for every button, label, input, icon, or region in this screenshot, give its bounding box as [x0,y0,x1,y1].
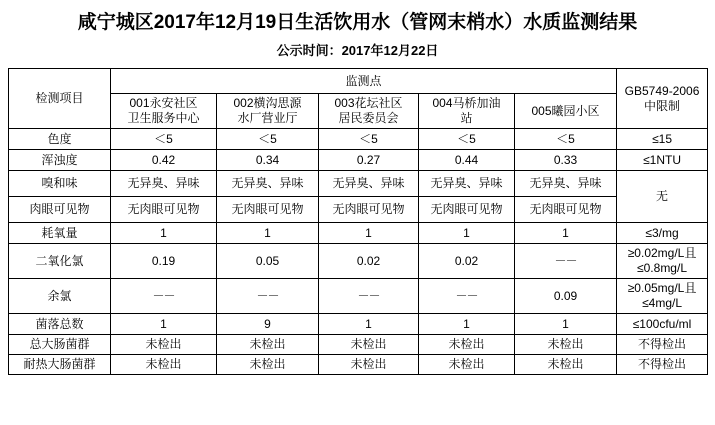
site-001-line1: 001永安社区 [129,96,198,110]
clo2-standard-line1: ≥0.02mg/L且 [627,246,697,260]
cell-oxygen-003: 1 [319,223,419,244]
cell-colony-004: 1 [419,314,515,335]
table-row-oxygen-consumption [9,223,708,244]
site-column-002 [217,94,319,129]
cell-odor-003: 无异臭、异味 [319,171,419,197]
row-label-total-coliform: 总大肠菌群 [9,335,111,355]
cell-color-standard: ≤15 [617,129,708,150]
site-003-line2: 居民委员会 [338,111,399,125]
cell-thermo-coliform-002: 未检出 [217,355,319,375]
cell-residual-001: －－ [111,279,217,314]
cell-clo2-005: －－ [515,244,617,279]
cell-color-004: ＜5 [419,129,515,150]
cell-odor-004: 无异臭、异味 [419,171,515,197]
cell-oxygen-001: 1 [111,223,217,244]
clo2-standard-line2: ≤0.8mg/L [637,261,687,275]
table-row-chlorine-dioxide [9,244,708,279]
cell-clo2-002: 0.05 [217,244,319,279]
row-label-residual-chlorine: 余氯 [9,279,111,314]
cell-thermo-coliform-005: 未检出 [515,355,617,375]
site-004-line2: 站 [460,111,473,125]
cell-visible-001: 无肉眼可见物 [111,197,217,223]
cell-thermo-coliform-001: 未检出 [111,355,217,375]
site-001-line2: 卫生服务中心 [127,111,200,125]
table-row-odor [9,171,708,197]
cell-color-001: ＜5 [111,129,217,150]
cell-turbidity-001: 0.42 [111,150,217,171]
publish-date: 公示时间：2017年12月22日 [276,43,439,58]
cell-total-coliform-001: 未检出 [111,335,217,355]
site-column-003 [319,94,419,129]
cell-color-003: ＜5 [319,129,419,150]
site-column-004 [419,94,515,129]
site-003-line1: 003花坛社区 [334,96,403,110]
site-004-line1: 004马桥加油 [432,96,501,110]
cell-residual-004: －－ [419,279,515,314]
table-row-total-coliform [9,335,708,355]
cell-oxygen-standard: ≤3/mg [617,223,708,244]
cell-turbidity-002: 0.34 [217,150,319,171]
cell-visible-003: 无肉眼可见物 [319,197,419,223]
cell-odor-visible-standard: 无 [617,171,708,223]
cell-clo2-standard [617,244,708,279]
cell-thermo-coliform-004: 未检出 [419,355,515,375]
row-label-turbidity: 浑浊度 [9,150,111,171]
cell-oxygen-005: 1 [515,223,617,244]
cell-colony-002: 9 [217,314,319,335]
cell-visible-002: 无肉眼可见物 [217,197,319,223]
table-header-row-sites [9,94,708,129]
standard-line2: 中限制 [644,98,681,113]
cell-total-coliform-003: 未检出 [319,335,419,355]
table-row-colony-count [9,314,708,335]
cell-colony-005: 1 [515,314,617,335]
table-row-residual-chlorine [9,279,708,314]
site-002-line1: 002横沟思源 [233,96,302,110]
cell-clo2-003: 0.02 [319,244,419,279]
cell-oxygen-002: 1 [217,223,319,244]
cell-odor-001: 无异臭、异味 [111,171,217,197]
cell-colony-standard: ≤100cfu/ml [617,314,708,335]
table-row-thermotolerant-coliform [9,355,708,375]
site-005-line1: 005曦园小区 [531,103,600,118]
cell-visible-005: 无肉眼可见物 [515,197,617,223]
header-monitor-group: 监测点 [111,69,617,94]
cell-residual-002: －－ [217,279,319,314]
table-header-row-top [9,69,708,94]
cell-odor-005: 无异臭、异味 [515,171,617,197]
standard-line1: GB5749-2006 [624,83,700,98]
residual-standard-line1: ≥0.05mg/L且 [627,281,697,295]
cell-clo2-004: 0.02 [419,244,515,279]
cell-total-coliform-004: 未检出 [419,335,515,355]
row-label-color: 色度 [9,129,111,150]
cell-colony-003: 1 [319,314,419,335]
cell-color-002: ＜5 [217,129,319,150]
site-002-line2: 水厂营业厅 [237,111,298,125]
page-title: 咸宁城区2017年12月19日生活饮用水（管网末梢水）水质监测结果 [77,12,638,33]
cell-turbidity-005: 0.33 [515,150,617,171]
residual-standard-line2: ≤4mg/L [642,296,682,310]
cell-residual-standard [617,279,708,314]
cell-colony-001: 1 [111,314,217,335]
cell-total-coliform-005: 未检出 [515,335,617,355]
cell-thermo-coliform-standard: 不得检出 [617,355,708,375]
cell-residual-003: －－ [319,279,419,314]
row-label-chlorine-dioxide: 二氧化氯 [9,244,111,279]
cell-turbidity-004: 0.44 [419,150,515,171]
site-column-005 [515,94,617,129]
row-label-thermotolerant-coliform: 耐热大肠菌群 [9,355,111,375]
cell-total-coliform-standard: 不得检出 [617,335,708,355]
cell-oxygen-004: 1 [419,223,515,244]
cell-residual-005: 0.09 [515,279,617,314]
table-row-color [9,129,708,150]
table-row-visible-matter [9,197,708,223]
cell-odor-002: 无异臭、异味 [217,171,319,197]
cell-total-coliform-002: 未检出 [217,335,319,355]
row-label-oxygen-consumption: 耗氧量 [9,223,111,244]
cell-visible-004: 无肉眼可见物 [419,197,515,223]
water-quality-table [8,68,708,375]
cell-turbidity-standard: ≤1NTU [617,150,708,171]
row-label-colony-count: 菌落总数 [9,314,111,335]
cell-color-005: ＜5 [515,129,617,150]
header-item-column: 检测项目 [9,69,111,129]
table-row-turbidity [9,150,708,171]
cell-turbidity-003: 0.27 [319,150,419,171]
header-standard-column [617,69,708,129]
row-label-odor: 嗅和味 [9,171,111,197]
row-label-visible-matter: 肉眼可见物 [9,197,111,223]
cell-clo2-001: 0.19 [111,244,217,279]
cell-thermo-coliform-003: 未检出 [319,355,419,375]
site-column-001 [111,94,217,129]
